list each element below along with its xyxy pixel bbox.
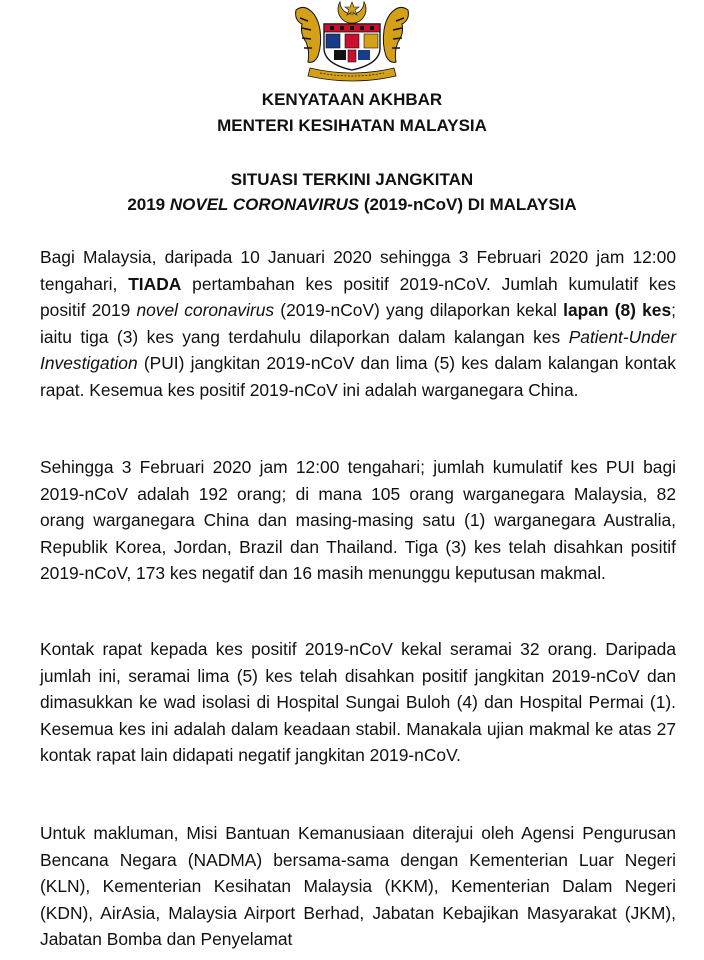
ministry-heading: MENTERI KESIHATAN MALAYSIA	[217, 116, 487, 135]
p1-text-g: ; iaitu tiga (3) kes yang terdahulu dilaporkan dalam kalangan kes	[40, 300, 676, 347]
p1-bold-tiada: TIADA	[128, 273, 182, 294]
title-line-2-part-b: NOVEL CORONAVIRUS	[169, 195, 360, 214]
paragraph-2: Sehingga 3 Februari 2020 jam 12:00 tengahari; jumlah kumulatif kes PUI bagi 2019-nCoV adalah 192 orang; di mana 105 orang warganegara Malaysia, 82 orang warganegara China dan masing-masing satu (1) warganegara Australia, Republik Korea, Jordan, Brazil dan Thailand. Tiga (3) kes telah disahkan positif 2019-nCoV, 173 kes negatif dan 16 masih menunggu keputusan makmal.	[40, 457, 676, 583]
p1-italic-pui: Patient-Under Investigation	[40, 326, 676, 373]
title-line-2-part-c: (2019-nCoV) DI MALAYSIA	[359, 195, 577, 214]
paragraph-3: Kontak rapat kepada kes positif 2019-nCoV kekal seramai 32 orang. Daripada jumlah ini, seramai lima (5) kes telah disahkan positif jangkitan 2019-nCoV dan dimasukkan ke wad isolasi di Hospital Sungai Buloh (4) dan Hospital Permai (1). Kesemua kes ini adalah dalam keadaan stabil. Manakala ujian makmal ke atas 27 kontak rapat lain didapati negatif jangkitan 2019-nCoV.	[40, 639, 676, 765]
title-line-2-part-a: 2019	[127, 195, 170, 214]
p1-italic-novel-coronavirus: novel coronavirus	[136, 300, 275, 320]
paragraph-4: Untuk makluman, Misi Bantuan Kemanusiaan diterajui oleh Agensi Pengurusan Bencana Negara (NADMA) bersama-sama dengan Kementerian Luar Negeri (KLN), Kementerian Kesihatan Malaysia (KKM), Kementerian Dalam Negeri (KDN), AirAsia, Malaysia Airport Berhad, Jabatan Kebajikan Masyarakat (JKM), Jabatan Bomba dan Penyelamat	[40, 823, 676, 949]
p1-text-a: Bagi Malaysia, daripada 10 Januari 2020 sehingga 3 Februari 2020 jam 12:00 tengahari,	[40, 247, 676, 294]
coat-of-arms-logo	[290, 0, 414, 84]
p1-bold-case-count: lapan (8) kes	[563, 300, 672, 320]
p1-text-i: (PUI) jangkitan 2019-nCoV dan lima (5) kes dalam kalangan kontak rapat. Kesemua kes positif 2019-nCoV ini adalah warganegara China.	[40, 353, 676, 400]
paragraph-1	[40, 244, 676, 403]
press-statement-heading: KENYATAAN AKHBAR	[261, 90, 443, 109]
p1-text-e: (2019-nCoV) yang dilaporkan kekal	[274, 300, 564, 320]
title-line-2	[0, 193, 704, 217]
p1-text-c: pertambahan kes positif 2019-nCoV. Jumlah kumulatif kes positif 2019	[40, 273, 676, 320]
title-line-1: SITUASI TERKINI JANGKITAN	[230, 170, 474, 189]
